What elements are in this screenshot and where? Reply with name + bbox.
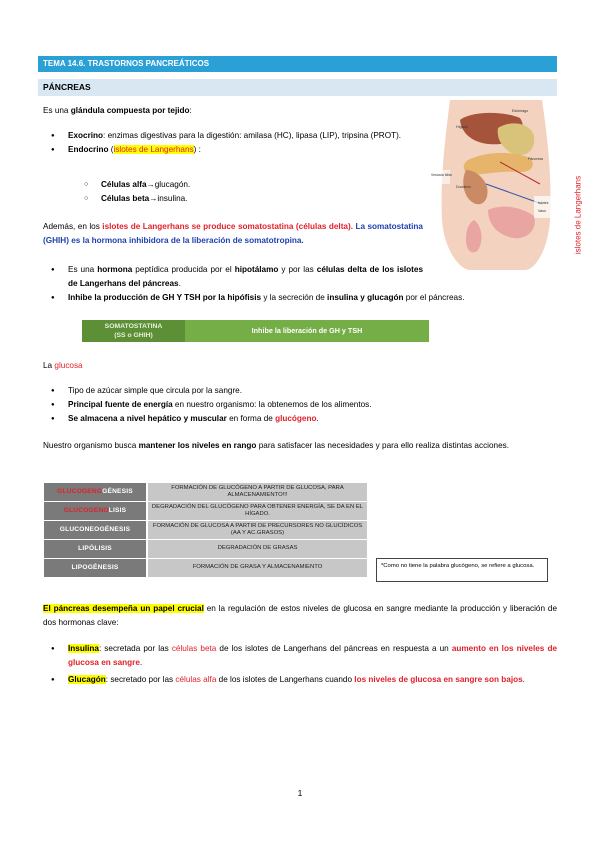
- process-name: [44, 502, 146, 520]
- table-row: [44, 521, 367, 539]
- pn-white: GLUCONEOGÉNESIS: [59, 526, 131, 533]
- process-desc: DEGRADACIÓN DEL GLUCÓGENO PARA OBTENER ENERGÍA, SE DA EN EL HÍGADO.: [148, 502, 367, 520]
- bal1: Nuestro organismo busca: [43, 441, 139, 450]
- somato-table-right: Inhibe la liberación de GH y TSH: [185, 320, 429, 342]
- somato-blue: La somatostatina (GHIH) es la hormona inhibidora de la liberación de somatotropina.: [43, 222, 423, 245]
- label-vaso: Vaso: [538, 209, 546, 213]
- beta-text: insulina.: [157, 194, 188, 203]
- pn-red: GLUCOGENO: [63, 507, 109, 514]
- tissue-list: [43, 129, 423, 157]
- table-row: [44, 540, 367, 558]
- list-item: [43, 412, 557, 426]
- hormones-list: [43, 642, 557, 687]
- section-heading: PÁNCREAS: [43, 82, 91, 92]
- list-item: [43, 673, 557, 687]
- h0t3: .: [139, 658, 143, 667]
- somatostatin-paragraph: [43, 220, 423, 248]
- endocrine-term: Endocrino: [68, 145, 109, 154]
- pancreas-illustration: [430, 100, 560, 270]
- list-item: [43, 129, 423, 143]
- s0f: células delta de los islotes de Langerhans del páncreas: [68, 265, 423, 288]
- h0r2: aumento en los niveles de glucosa en sangre: [68, 644, 557, 667]
- glucosa-heading: [43, 359, 343, 373]
- paren-open: (: [108, 145, 114, 154]
- process-name: [44, 521, 146, 539]
- pn-white: LIPOGÉNESIS: [71, 564, 119, 571]
- page-number: 1: [297, 788, 303, 798]
- pancreas-text: en la regulación de estos niveles de glucosa en sangre mediante la producción y liberación de dos hormonas clave:: [43, 604, 558, 627]
- pn-red: GLUCOGENO: [57, 488, 103, 495]
- beta-term: Células beta: [101, 194, 150, 203]
- langerhans-highlight: islotes de Langerhans: [113, 145, 194, 154]
- balb: mantener los niveles en rango: [138, 441, 257, 450]
- process-name: [44, 540, 146, 558]
- s0d: hipotálamo: [234, 265, 279, 274]
- h1t3: .: [522, 675, 525, 684]
- alpha-text: glucagón.: [154, 180, 191, 189]
- list-item: [76, 192, 376, 206]
- list-item: [43, 263, 423, 291]
- label-vesicula: Vesícula biliar: [431, 173, 452, 177]
- intro-pre: Es una: [43, 106, 71, 115]
- label-higado: Hígado: [456, 125, 468, 129]
- list-item: [76, 178, 376, 192]
- anatomy-image: [430, 100, 560, 270]
- alpha-term: Células alfa: [101, 180, 147, 189]
- arrow-icon: →: [149, 194, 158, 203]
- glucosa-pre: La: [43, 361, 55, 370]
- s1d: por el páncreas.: [403, 293, 465, 302]
- h1t2: de los islotes de Langerhans cuando: [216, 675, 355, 684]
- g1t: en nuestro organismo: la obtenemos de los alimentos.: [172, 400, 372, 409]
- pn-white: GÉNESIS: [102, 488, 133, 495]
- s0g: .: [178, 279, 181, 288]
- h1t1: : secretado por las: [105, 675, 176, 684]
- glucosa-list: [43, 384, 557, 426]
- s0c: peptídica producida por el: [132, 265, 235, 274]
- list-item: [43, 143, 423, 157]
- g2t: en forma de: [226, 414, 276, 423]
- g1b: Principal fuente de energía: [68, 400, 173, 409]
- footnote-box: *Como no tiene la palabra glucógeno, se refiere a glucosa.: [376, 558, 548, 582]
- page-title: TEMA 14.6. TRASTORNOS PANCREÁTICOS: [43, 59, 210, 68]
- list-item: [43, 398, 557, 412]
- s0e: y por las: [278, 265, 317, 274]
- page-title-bar: [38, 56, 557, 72]
- side-caption-text: islotes de Langerhans: [573, 175, 583, 255]
- s1b: y la secreción de: [261, 293, 328, 302]
- h0t2: de los islotes de Langerhans del páncreas en respuesta a un: [216, 644, 452, 653]
- exocrine-term: Exocrino: [68, 131, 104, 140]
- pancreas-paragraph: [43, 602, 557, 630]
- label-islotes: Islotes: [538, 201, 549, 205]
- section-heading-bar: [38, 79, 557, 96]
- side-caption: [572, 160, 584, 270]
- label-pancreas: Páncreas: [528, 157, 544, 161]
- intro-line: [43, 104, 423, 118]
- s1c: insulina y glucagón: [327, 293, 404, 302]
- somato-red: islotes de Langerhans se produce somatostatina (células delta).: [102, 222, 353, 231]
- s0b: hormona: [97, 265, 133, 274]
- pn-white: LISIS: [108, 507, 127, 514]
- exocrine-text: : enzimas digestivas para la digestión: amilasa (HC), lipasa (LIP), tripsina (PROT).: [103, 131, 402, 140]
- process-desc: FORMACIÓN DE GRASA Y ALMACENAMIENTO: [148, 559, 367, 577]
- process-name: [44, 559, 146, 577]
- endocrine-sublist: [76, 178, 376, 206]
- table-row: [44, 559, 367, 577]
- process-desc: FORMACIÓN DE GLUCÓGENO A PARTIR DE GLUCOSA, PARA ALMACENAMIENTO!!!: [148, 483, 367, 501]
- somato-text-1: Además, en los: [43, 222, 103, 231]
- intro-post: :: [189, 106, 192, 115]
- s1a: Inhibe la producción de GH Y TSH por la hipófisis: [68, 293, 262, 302]
- label-duodeno: Duodeno: [456, 185, 471, 189]
- s0a: Es una: [68, 265, 98, 274]
- somato-table-subtitle: (SS o GHIH): [114, 332, 153, 339]
- table-row: [44, 502, 367, 520]
- h0r1: células beta: [171, 644, 217, 653]
- g2b: Se almacena a nivel hepático y muscular: [68, 414, 227, 423]
- list-item: [43, 384, 557, 398]
- somato-table-left: [82, 320, 185, 342]
- insulin-name: Insulina: [68, 644, 99, 653]
- process-name: [44, 483, 146, 501]
- g2e: .: [316, 414, 319, 423]
- paren-close: ) :: [193, 145, 201, 154]
- bal2: para satisfacer las necesidades y para ello realiza distintas acciones.: [256, 441, 510, 450]
- balance-paragraph: [43, 439, 557, 453]
- somatostatin-table: [82, 320, 429, 342]
- somato-table-title: SOMATOSTATINA: [104, 323, 163, 330]
- glucosa-word: glucosa: [54, 361, 83, 370]
- process-desc: FORMACIÓN DE GLUCOSA A PARTIR DE PRECURSORES NO GLUCÍDICOS (AA Y AC.GRASOS): [148, 521, 367, 539]
- list-item: [43, 642, 557, 670]
- h1r1: células alfa: [175, 675, 217, 684]
- g0: Tipo de azúcar simple que circula por la sangre.: [68, 386, 242, 395]
- h1r2: los niveles de glucosa en sangre son bajos: [354, 675, 523, 684]
- intro-bold: glándula compuesta por tejido: [70, 106, 190, 115]
- arrow-icon: →: [146, 180, 155, 189]
- table-row: [44, 483, 367, 501]
- pancreas-highlight: El páncreas desempeña un papel crucial: [43, 604, 204, 613]
- somatostatin-list: [43, 263, 557, 305]
- h0t1: : secretada por las: [98, 644, 172, 653]
- g2r: glucógeno: [275, 414, 317, 423]
- process-desc: DEGRADACIÓN DE GRASAS: [148, 540, 367, 558]
- list-item: [43, 291, 557, 305]
- pn-white: LIPÓLISIS: [78, 545, 112, 552]
- glucagon-name: Glucagón: [68, 675, 106, 684]
- label-estomago: Estómago: [512, 109, 529, 113]
